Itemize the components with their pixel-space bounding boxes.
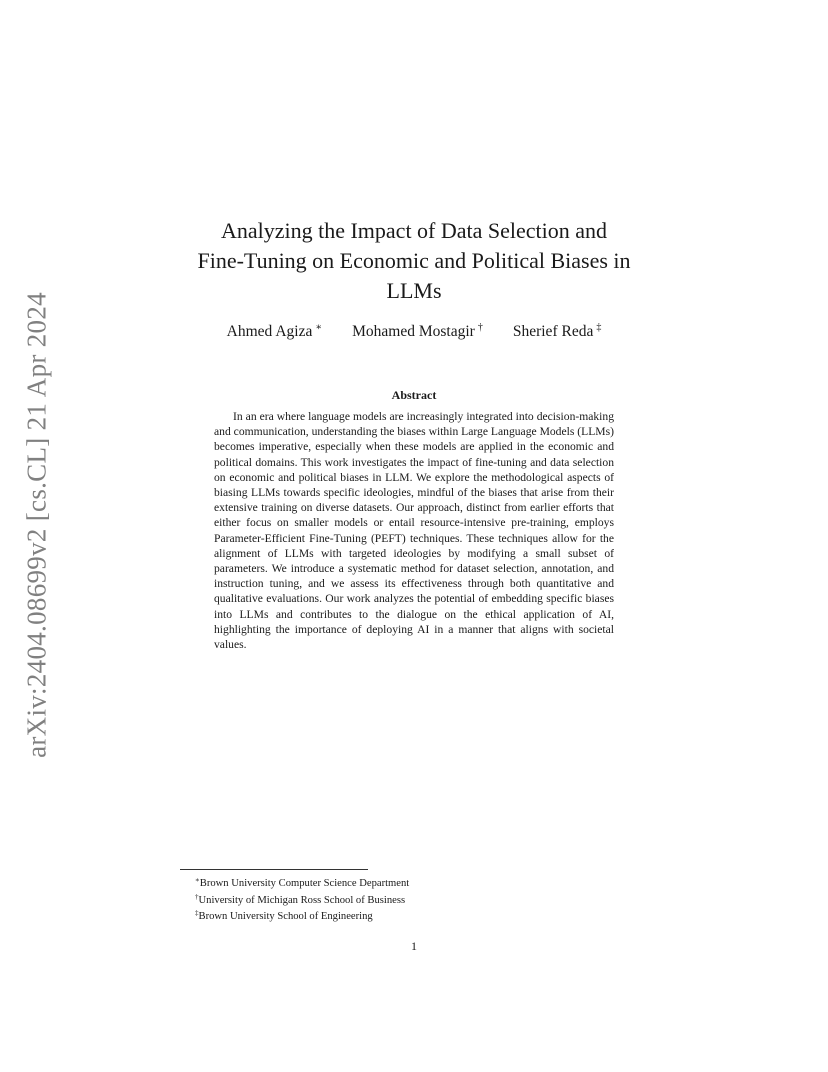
footnotes bbox=[195, 874, 409, 924]
author-name: Sherief Reda bbox=[512, 323, 594, 340]
title-line: Analyzing the Impact of Data Selection and bbox=[220, 218, 608, 243]
author bbox=[352, 322, 483, 341]
author-name: Ahmed Agiza bbox=[226, 323, 313, 340]
footnote bbox=[195, 891, 409, 908]
author-name: Mohamed Mostagir bbox=[352, 323, 475, 340]
author-list bbox=[150, 322, 678, 341]
footnote-divider bbox=[180, 869, 368, 870]
author-affiliation-mark: ∗ bbox=[315, 322, 323, 333]
footnote-text: University of Michigan Ross School of Business bbox=[198, 894, 406, 906]
abstract-text: In an era where language models are increasingly integrated into decision-making and communication, understanding the biases within Large Language Models (LLMs) becomes imperative, especially when these models are applied in the economic and political domains. This work investigates the impact of fine-tuning and data selection on economic and political biases in LLM. We explore the methodological aspects of biasing LLMs towards specific ideologies, mindful of the biases that arise from their extensive training on diverse datasets. Our approach, distinct from earlier efforts that either focus on smaller models or entail resource-intensive pre-training, employs Parameter-Efficient Fine-Tuning (PEFT) techniques. These techniques allow for the alignment of LLMs with targeted ideologies by modifying a small subset of parameters. We introduce a systematic method for dataset selection, annotation, and instruction tuning, and we assess its effectiveness through both quantitative and qualitative evaluations. Our work analyzes the potential of embedding specific biases into LLMs and contributes to the dialogue on the ethical application of AI, highlighting the importance of deploying AI in a manner that aligns with societal values. bbox=[214, 410, 614, 652]
footnote bbox=[195, 874, 409, 891]
footnote bbox=[195, 907, 409, 924]
author-affiliation-mark: ‡ bbox=[596, 322, 602, 333]
arxiv-side-stamp: arXiv:2404.08699v2 [cs.CL] 21 Apr 2024 bbox=[21, 292, 52, 758]
footnote-text: Brown University School of Engineering bbox=[198, 911, 373, 923]
title-line: LLMs bbox=[386, 278, 442, 303]
footnote-mark: † bbox=[195, 892, 199, 901]
footnote-mark: ∗ bbox=[195, 876, 200, 884]
abstract-heading: Abstract bbox=[391, 388, 437, 402]
footnote-mark: ‡ bbox=[195, 909, 199, 918]
title-line: Fine-Tuning on Economic and Political Biases in bbox=[197, 248, 631, 273]
page-number: 1 bbox=[411, 939, 417, 953]
author bbox=[227, 322, 322, 341]
footnote-text: Brown University Computer Science Department bbox=[199, 878, 410, 889]
paper-title bbox=[160, 216, 668, 306]
author-affiliation-mark: † bbox=[477, 322, 483, 333]
author bbox=[513, 322, 601, 341]
